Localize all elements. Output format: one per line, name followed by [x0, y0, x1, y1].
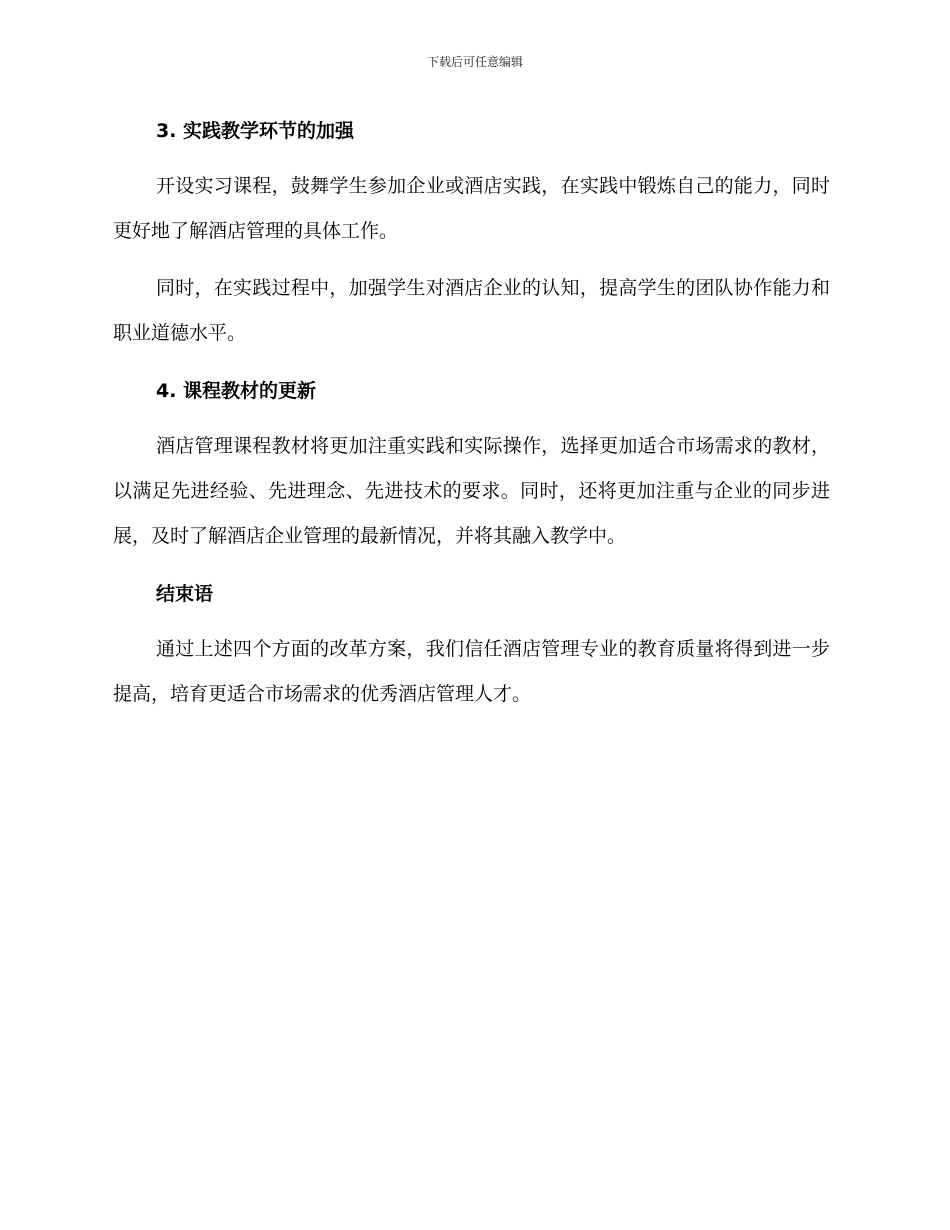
section-heading-practice: 3. 实践教学环节的加强	[156, 120, 355, 142]
section-heading-conclusion: 结束语	[156, 583, 214, 605]
document-body	[113, 108, 830, 717]
section-heading-textbooks: 4. 课程教材的更新	[156, 380, 317, 402]
paragraph-practice-2: 同时，在实践过程中，加强学生对酒店企业的认知，提高学生的团队协作能力和职业道德水平。	[113, 277, 830, 344]
paragraph-practice-1: 开设实习课程，鼓舞学生参加企业或酒店实践，在实践中锻炼自己的能力，同时更好地了解酒店管理的具体工作。	[113, 175, 830, 242]
paragraph-textbooks-1: 酒店管理课程教材将更加注重实践和实际操作，选择更加适合市场需求的教材，以满足先进经验、先进理念、先进技术的要求。同时，还将更加注重与企业的同步进展，及时了解酒店企业管理的最新情况，并将其融入教学中。	[113, 435, 830, 547]
page-header-note: 下载后可任意编辑	[426, 55, 523, 69]
paragraph-conclusion-1: 通过上述四个方面的改革方案，我们信任酒店管理专业的教育质量将得到进一步提高，培育更适合市场需求的优秀酒店管理人才。	[113, 638, 830, 705]
